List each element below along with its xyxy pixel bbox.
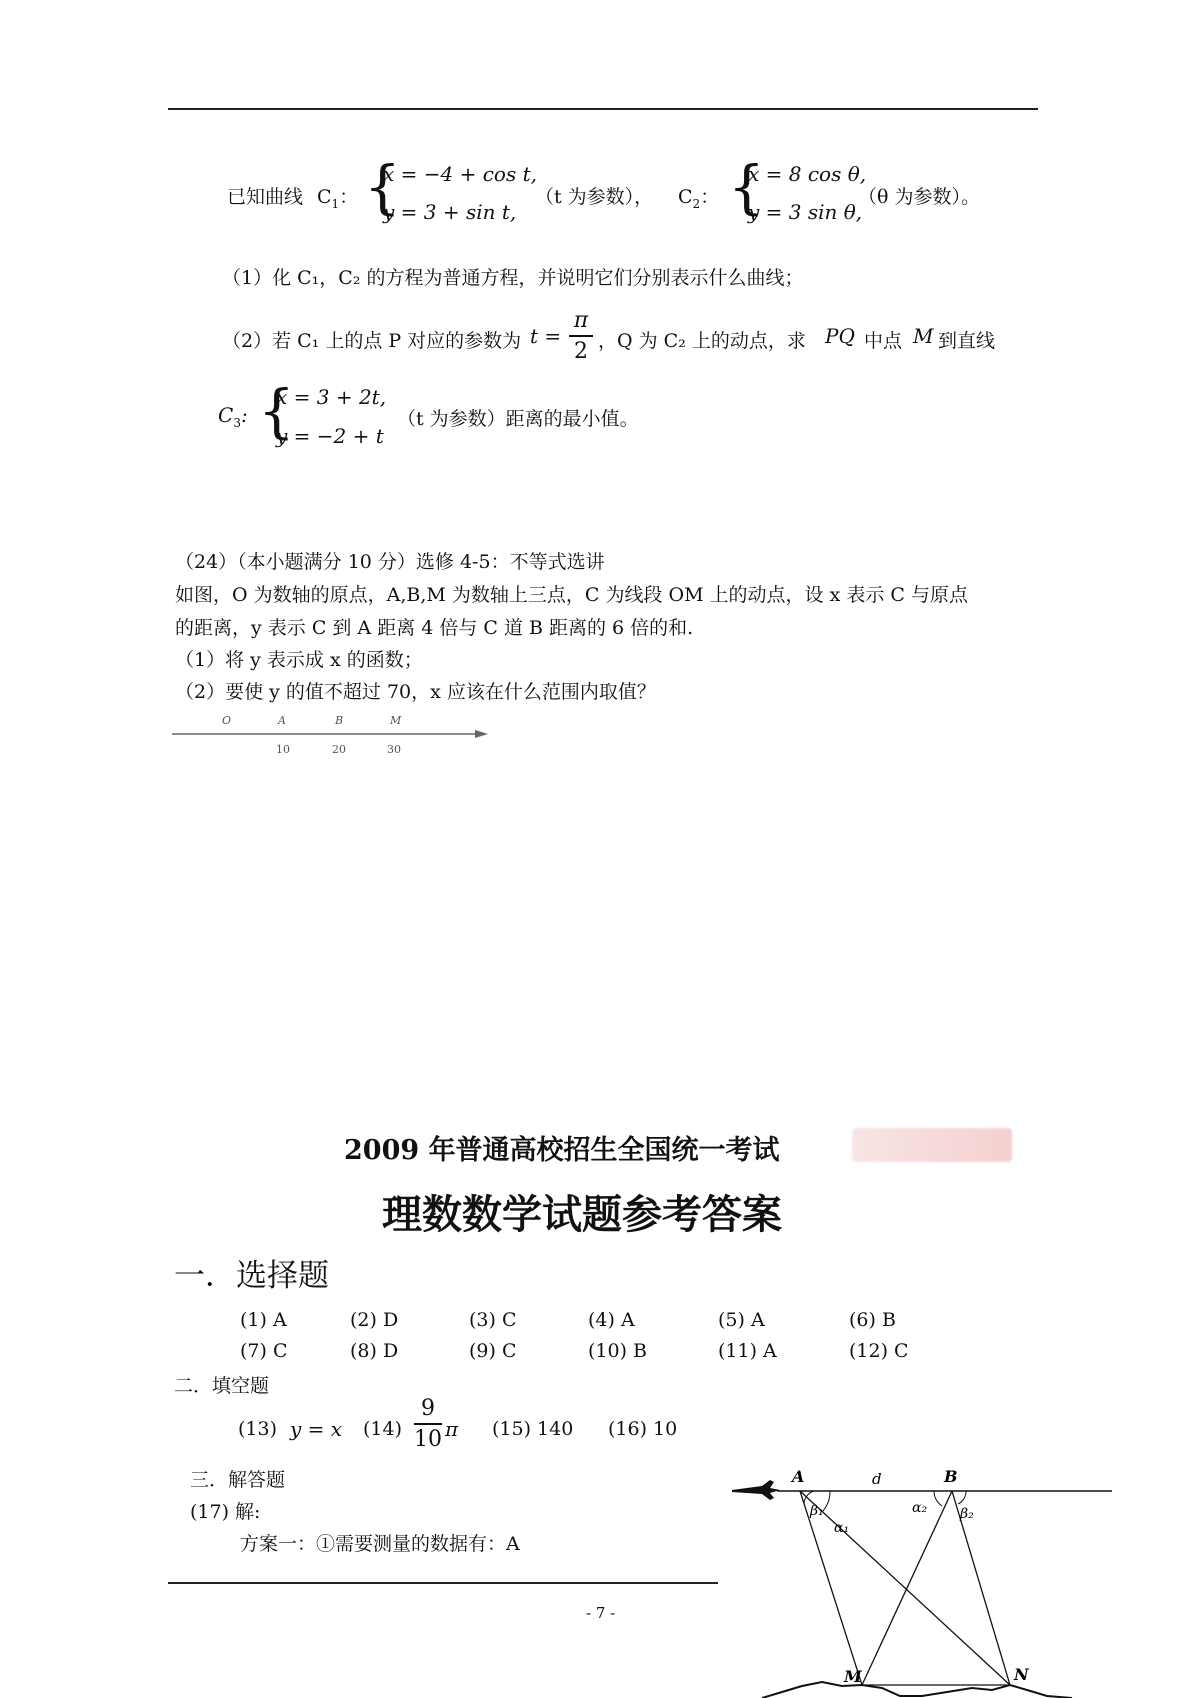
p23-q2-a: （2）若 C₁ 上的点 P 对应的参数为 <box>222 330 522 352</box>
c2-param: （θ 为参数）。 <box>858 186 980 208</box>
p24-line2: 的距离，y 表示 C 到 A 距离 4 倍与 C 道 B 距离的 6 倍的和. <box>175 617 694 639</box>
p23-q2-pq: PQ <box>825 324 855 348</box>
p23-q1: （1）化 C₁，C₂ 的方程为普通方程，并说明它们分别表示什么曲线； <box>222 267 804 289</box>
footer-rule <box>168 1582 718 1584</box>
fill-14-label: (14) <box>363 1418 403 1440</box>
c2-label: $C_2$： <box>678 186 720 211</box>
c3-param: （t 为参数）距离的最小值。 <box>397 408 639 430</box>
airplane-icon <box>732 1480 780 1500</box>
p23-intro: 已知曲线 <box>227 186 304 208</box>
page-number: - 7 - <box>586 1604 616 1622</box>
fill-13-value: y = x <box>290 1417 343 1441</box>
number-line-figure <box>170 710 500 760</box>
c3-x-eq: x = 3 + 2t, <box>276 385 387 409</box>
axis-label-m: M <box>390 714 402 727</box>
axis-value-20: 20 <box>332 743 346 756</box>
p23-q2-c: 中点 <box>864 330 903 352</box>
choice-3: (3) C <box>469 1309 517 1331</box>
axis-label-a: A <box>278 714 286 727</box>
header-rule <box>168 108 1038 110</box>
label-alpha1: α₁ <box>834 1520 850 1536</box>
label-b: B <box>944 1467 958 1486</box>
fill-16: (16) 10 <box>608 1418 678 1440</box>
fill-13-label: (13) <box>238 1418 278 1440</box>
choice-5: (5) A <box>718 1309 765 1331</box>
frac-num: π <box>573 308 589 333</box>
choice-9: (9) C <box>469 1340 517 1362</box>
choice-1: (1) A <box>240 1309 287 1331</box>
choice-10: (10) B <box>588 1340 648 1362</box>
c3-label: $C_3$: <box>218 403 248 430</box>
p24-line1: 如图，O 为数轴的原点，A,B,M 为数轴上三点，C 为线段 OM 上的动点，设 x 表示 C 与原点 <box>175 584 968 606</box>
arc-beta2 <box>958 1491 966 1504</box>
p23-q2-b: ，Q 为 C₂ 上的动点，求 <box>598 330 806 352</box>
c2-y-eq: y = 3 sin θ, <box>748 200 863 224</box>
label-d: d <box>872 1470 882 1488</box>
fill-14-num: 9 <box>421 1396 435 1421</box>
fill-15: (15) 140 <box>492 1418 574 1440</box>
fill-14-fraction <box>414 1396 442 1452</box>
p24-q1: （1）将 y 表示成 x 的函数； <box>175 649 423 671</box>
c3-brace: { <box>258 377 295 445</box>
axis-arrow <box>475 730 488 738</box>
label-alpha2: α₂ <box>912 1500 928 1516</box>
p24-title: （24）（本小题满分 10 分）选修 4-5：不等式选讲 <box>175 551 605 573</box>
c1-brace: { <box>364 153 401 221</box>
label-m: M <box>844 1667 862 1686</box>
c2-x-eq: x = 8 cos θ, <box>748 162 867 186</box>
c1-x-eq: x = −4 + cos t, <box>383 162 537 186</box>
choice-8: (8) D <box>350 1340 399 1362</box>
c2-brace: { <box>728 153 765 221</box>
watermark-stamp <box>852 1128 1012 1162</box>
choice-4: (4) A <box>588 1309 635 1331</box>
fill-14-pi: π <box>445 1417 459 1441</box>
p24-q2: （2）要使 y 的值不超过 70，x 应该在什么范围内取值？ <box>175 681 656 703</box>
axis-value-30: 30 <box>387 743 401 756</box>
choice-2: (2) D <box>350 1309 399 1331</box>
label-beta2: β₂ <box>960 1506 974 1522</box>
frac-den: 2 <box>574 338 588 364</box>
arc-alpha2 <box>934 1491 942 1506</box>
c1-label: $C_1$： <box>317 186 359 211</box>
c3-y-eq: y = −2 + t <box>276 424 384 448</box>
section-solve: 三．解答题 <box>190 1469 286 1491</box>
choice-6: (6) B <box>849 1309 896 1331</box>
label-beta1: β₁ <box>810 1503 824 1519</box>
p23-q2-fraction <box>569 308 593 364</box>
axis-label-b: B <box>335 714 344 727</box>
problem-17-label: (17) 解: <box>190 1501 261 1523</box>
section-fill: 二．填空题 <box>174 1375 270 1397</box>
choice-7: (7) C <box>240 1340 288 1362</box>
answers-title-1: 2009 年普通高校招生全国统一考试 <box>344 1135 780 1166</box>
p23-q2-m: M <box>913 324 934 348</box>
section-choice: 一．选择题 <box>174 1258 329 1294</box>
p23-q2-t: t = <box>530 324 562 348</box>
choice-11: (11) A <box>718 1340 777 1362</box>
axis-label-o: O <box>222 714 232 727</box>
fill-14-den: 10 <box>414 1426 442 1452</box>
surveying-figure <box>722 1460 1122 1698</box>
answers-title-2: 理数数学试题参考答案 <box>382 1191 782 1238</box>
c1-y-eq: y = 3 + sin t, <box>383 200 517 224</box>
axis-value-10: 10 <box>276 743 290 756</box>
plan-1-text: 方案一：①需要测量的数据有：A <box>240 1533 520 1555</box>
label-a: A <box>792 1467 805 1486</box>
c1-param: （t 为参数）， <box>535 186 654 208</box>
line-b-m <box>862 1491 952 1685</box>
p23-q2-d: 到直线 <box>938 330 996 352</box>
choice-12: (12) C <box>849 1340 909 1362</box>
label-n: N <box>1014 1665 1029 1684</box>
